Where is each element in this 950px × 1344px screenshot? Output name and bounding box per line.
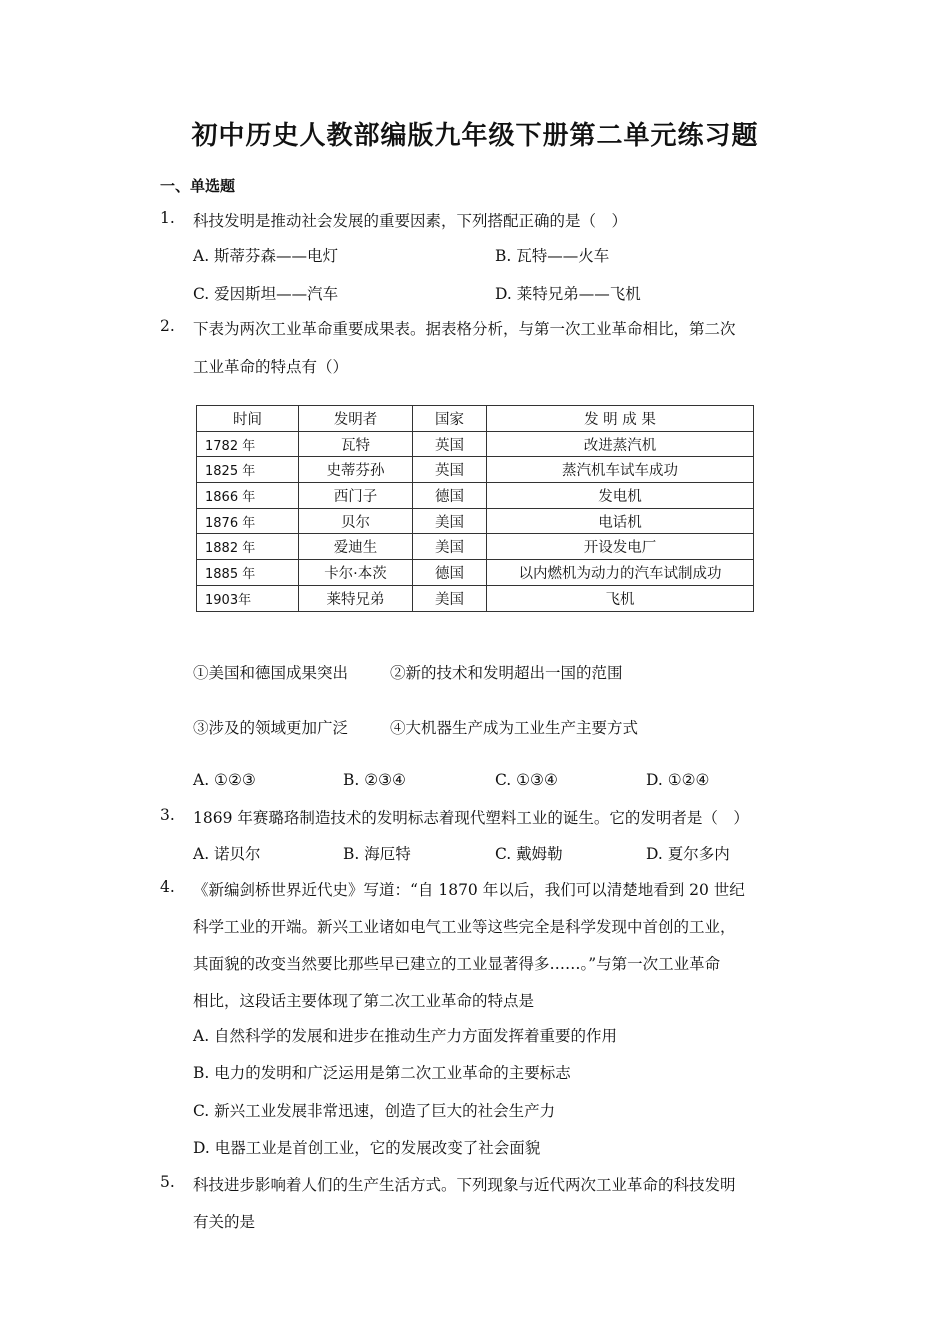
table-cell: 贝尔 <box>299 508 413 534</box>
table-cell: 英国 <box>413 431 487 457</box>
table-row <box>197 483 754 509</box>
table-row <box>197 457 754 483</box>
table-cell: 美国 <box>413 534 487 560</box>
option-a: A. 自然科学的发展和进步在推动生产力方面发挥着重要的作用 <box>193 1027 618 1045</box>
table-cell: 蒸汽机车试车成功 <box>487 457 754 483</box>
table-header: 发 明 成 果 <box>487 406 754 432</box>
option-c: C. 戴姆勒 <box>495 845 563 863</box>
table-cell: 1903年 <box>197 585 299 611</box>
option-b: B. 电力的发明和广泛运用是第二次工业革命的主要标志 <box>193 1064 571 1082</box>
table-cell: 莱特兄弟 <box>299 585 413 611</box>
question-stem-line1: 下表为两次工业革命重要成果表。据表格分析，与第一次工业革命相比，第二次 <box>193 320 736 338</box>
page-title: 初中历史人教部编版九年级下册第二单元练习题 <box>191 121 759 151</box>
table-cell: 瓦特 <box>299 431 413 457</box>
option-c: C. 新兴工业发展非常迅速，创造了巨大的社会生产力 <box>193 1102 556 1120</box>
table-header-row <box>197 406 754 432</box>
table-cell: 飞机 <box>487 585 754 611</box>
question-stem: 科技发明是推动社会发展的重要因素，下列搭配正确的是（ ） <box>193 212 628 230</box>
option-b: B. 瓦特——火车 <box>495 247 610 265</box>
option-d: D. 电器工业是首创工业，它的发展改变了社会面貌 <box>193 1139 541 1157</box>
table-row <box>197 431 754 457</box>
table-cell: 以内燃机为动力的汽车试制成功 <box>487 560 754 586</box>
statement-1: ①美国和德国成果突出 <box>193 664 349 682</box>
table-cell: 西门子 <box>299 483 413 509</box>
table-row <box>197 508 754 534</box>
question-stem-line2: 有关的是 <box>193 1213 256 1231</box>
statement-3: ③涉及的领域更加广泛 <box>193 719 349 737</box>
table-cell: 开设发电厂 <box>487 534 754 560</box>
table-cell: 发电机 <box>487 483 754 509</box>
question-number: 2. <box>160 317 175 335</box>
table-cell: 史蒂芬孙 <box>299 457 413 483</box>
option-c: C. ①③④ <box>495 771 558 789</box>
table-cell: 卡尔·本茨 <box>299 560 413 586</box>
statement-4: ④大机器生产成为工业生产主要方式 <box>390 719 639 737</box>
question-stem-line3: 其面貌的改变当然要比那些早已建立的工业显著得多……。”与第一次工业革命 <box>193 955 721 973</box>
table-cell: 1825 年 <box>197 457 299 483</box>
question-stem-line2: 工业革命的特点有（） <box>193 358 349 376</box>
table-cell: 美国 <box>413 585 487 611</box>
table-header: 发明者 <box>299 406 413 432</box>
option-a: A. 诺贝尔 <box>193 845 261 863</box>
option-b: B. 海厄特 <box>343 845 411 863</box>
table-cell: 爱迪生 <box>299 534 413 560</box>
table-cell: 改进蒸汽机 <box>487 431 754 457</box>
table-cell: 1876 年 <box>197 508 299 534</box>
table-row <box>197 560 754 586</box>
question-stem-line1: 《新编剑桥世界近代史》写道：“自 1870 年以后，我们可以清楚地看到 20 世纪 <box>193 881 745 899</box>
table-cell: 德国 <box>413 560 487 586</box>
results-table <box>196 405 754 612</box>
option-a: A. 斯蒂芬森——电灯 <box>193 247 339 265</box>
table-cell: 美国 <box>413 508 487 534</box>
table-row <box>197 534 754 560</box>
question-stem-line2: 科学工业的开端。新兴工业诸如电气工业等这些完全是科学发现中首创的工业， <box>193 918 736 936</box>
table-cell: 1866 年 <box>197 483 299 509</box>
option-d: D. 夏尔多内 <box>646 845 730 863</box>
statement-2: ②新的技术和发明超出一国的范围 <box>390 664 623 682</box>
table-cell: 1882 年 <box>197 534 299 560</box>
option-d: D. 莱特兄弟——飞机 <box>495 285 641 303</box>
table-cell: 德国 <box>413 483 487 509</box>
question-stem: 1869 年赛璐珞制造技术的发明标志着现代塑料工业的诞生。它的发明者是（ ） <box>193 809 749 827</box>
table-cell: 1885 年 <box>197 560 299 586</box>
option-a: A. ①②③ <box>193 771 256 789</box>
question-number: 4. <box>160 878 175 896</box>
option-b: B. ②③④ <box>343 771 406 789</box>
table-header: 时间 <box>197 406 299 432</box>
question-number: 3. <box>160 806 175 824</box>
question-number: 1. <box>160 209 175 227</box>
table-row <box>197 585 754 611</box>
table-header: 国家 <box>413 406 487 432</box>
question-stem-line1: 科技进步影响着人们的生产生活方式。下列现象与近代两次工业革命的科技发明 <box>193 1176 736 1194</box>
option-c: C. 爱因斯坦——汽车 <box>193 285 339 303</box>
question-number: 5. <box>160 1173 175 1191</box>
section-heading: 一、单选题 <box>160 177 236 195</box>
table-cell: 电话机 <box>487 508 754 534</box>
question-stem-line4: 相比，这段话主要体现了第二次工业革命的特点是 <box>193 992 535 1010</box>
option-d: D. ①②④ <box>646 771 710 789</box>
table-cell: 英国 <box>413 457 487 483</box>
table-cell: 1782 年 <box>197 431 299 457</box>
